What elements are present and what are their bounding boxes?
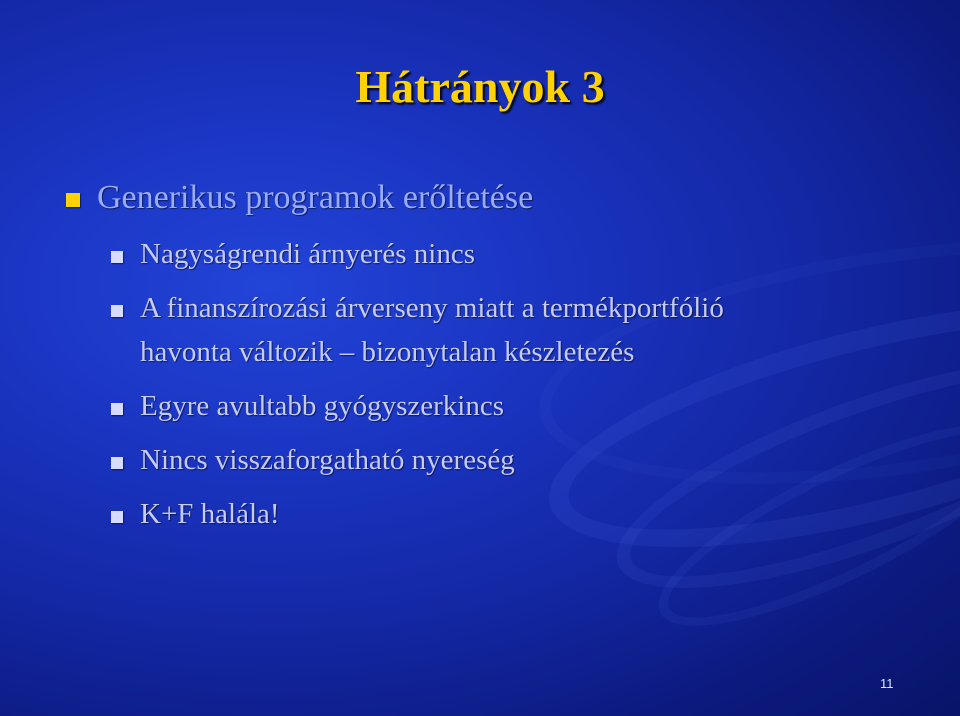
bullet-square-icon	[111, 457, 123, 469]
main-bullet-text: Generikus programok erőltetése	[97, 179, 534, 216]
sub-bullet-text-continuation: havonta változik – bizonytalan készletezés	[140, 336, 635, 368]
sub-bullet-text: Egyre avultabb gyógyszerkincs	[140, 390, 505, 422]
bullet-square-icon	[111, 305, 123, 317]
bullet-square-icon	[111, 251, 123, 263]
bullet-square-icon	[111, 403, 123, 415]
sub-bullet-text: Nagyságrendi árnyerés nincs	[140, 238, 475, 270]
slide-title: Hátrányok 3	[355, 61, 605, 112]
page-number: 11	[880, 676, 894, 691]
sub-bullet-text: Nincs visszaforgatható nyereség	[140, 444, 515, 476]
sub-bullet-text: K+F halála!	[140, 498, 280, 530]
bullet-square-icon	[111, 511, 123, 523]
sub-bullet-text: A finanszírozási árverseny miatt a termékportfólió	[140, 292, 724, 324]
bullet-square-icon	[66, 193, 80, 207]
